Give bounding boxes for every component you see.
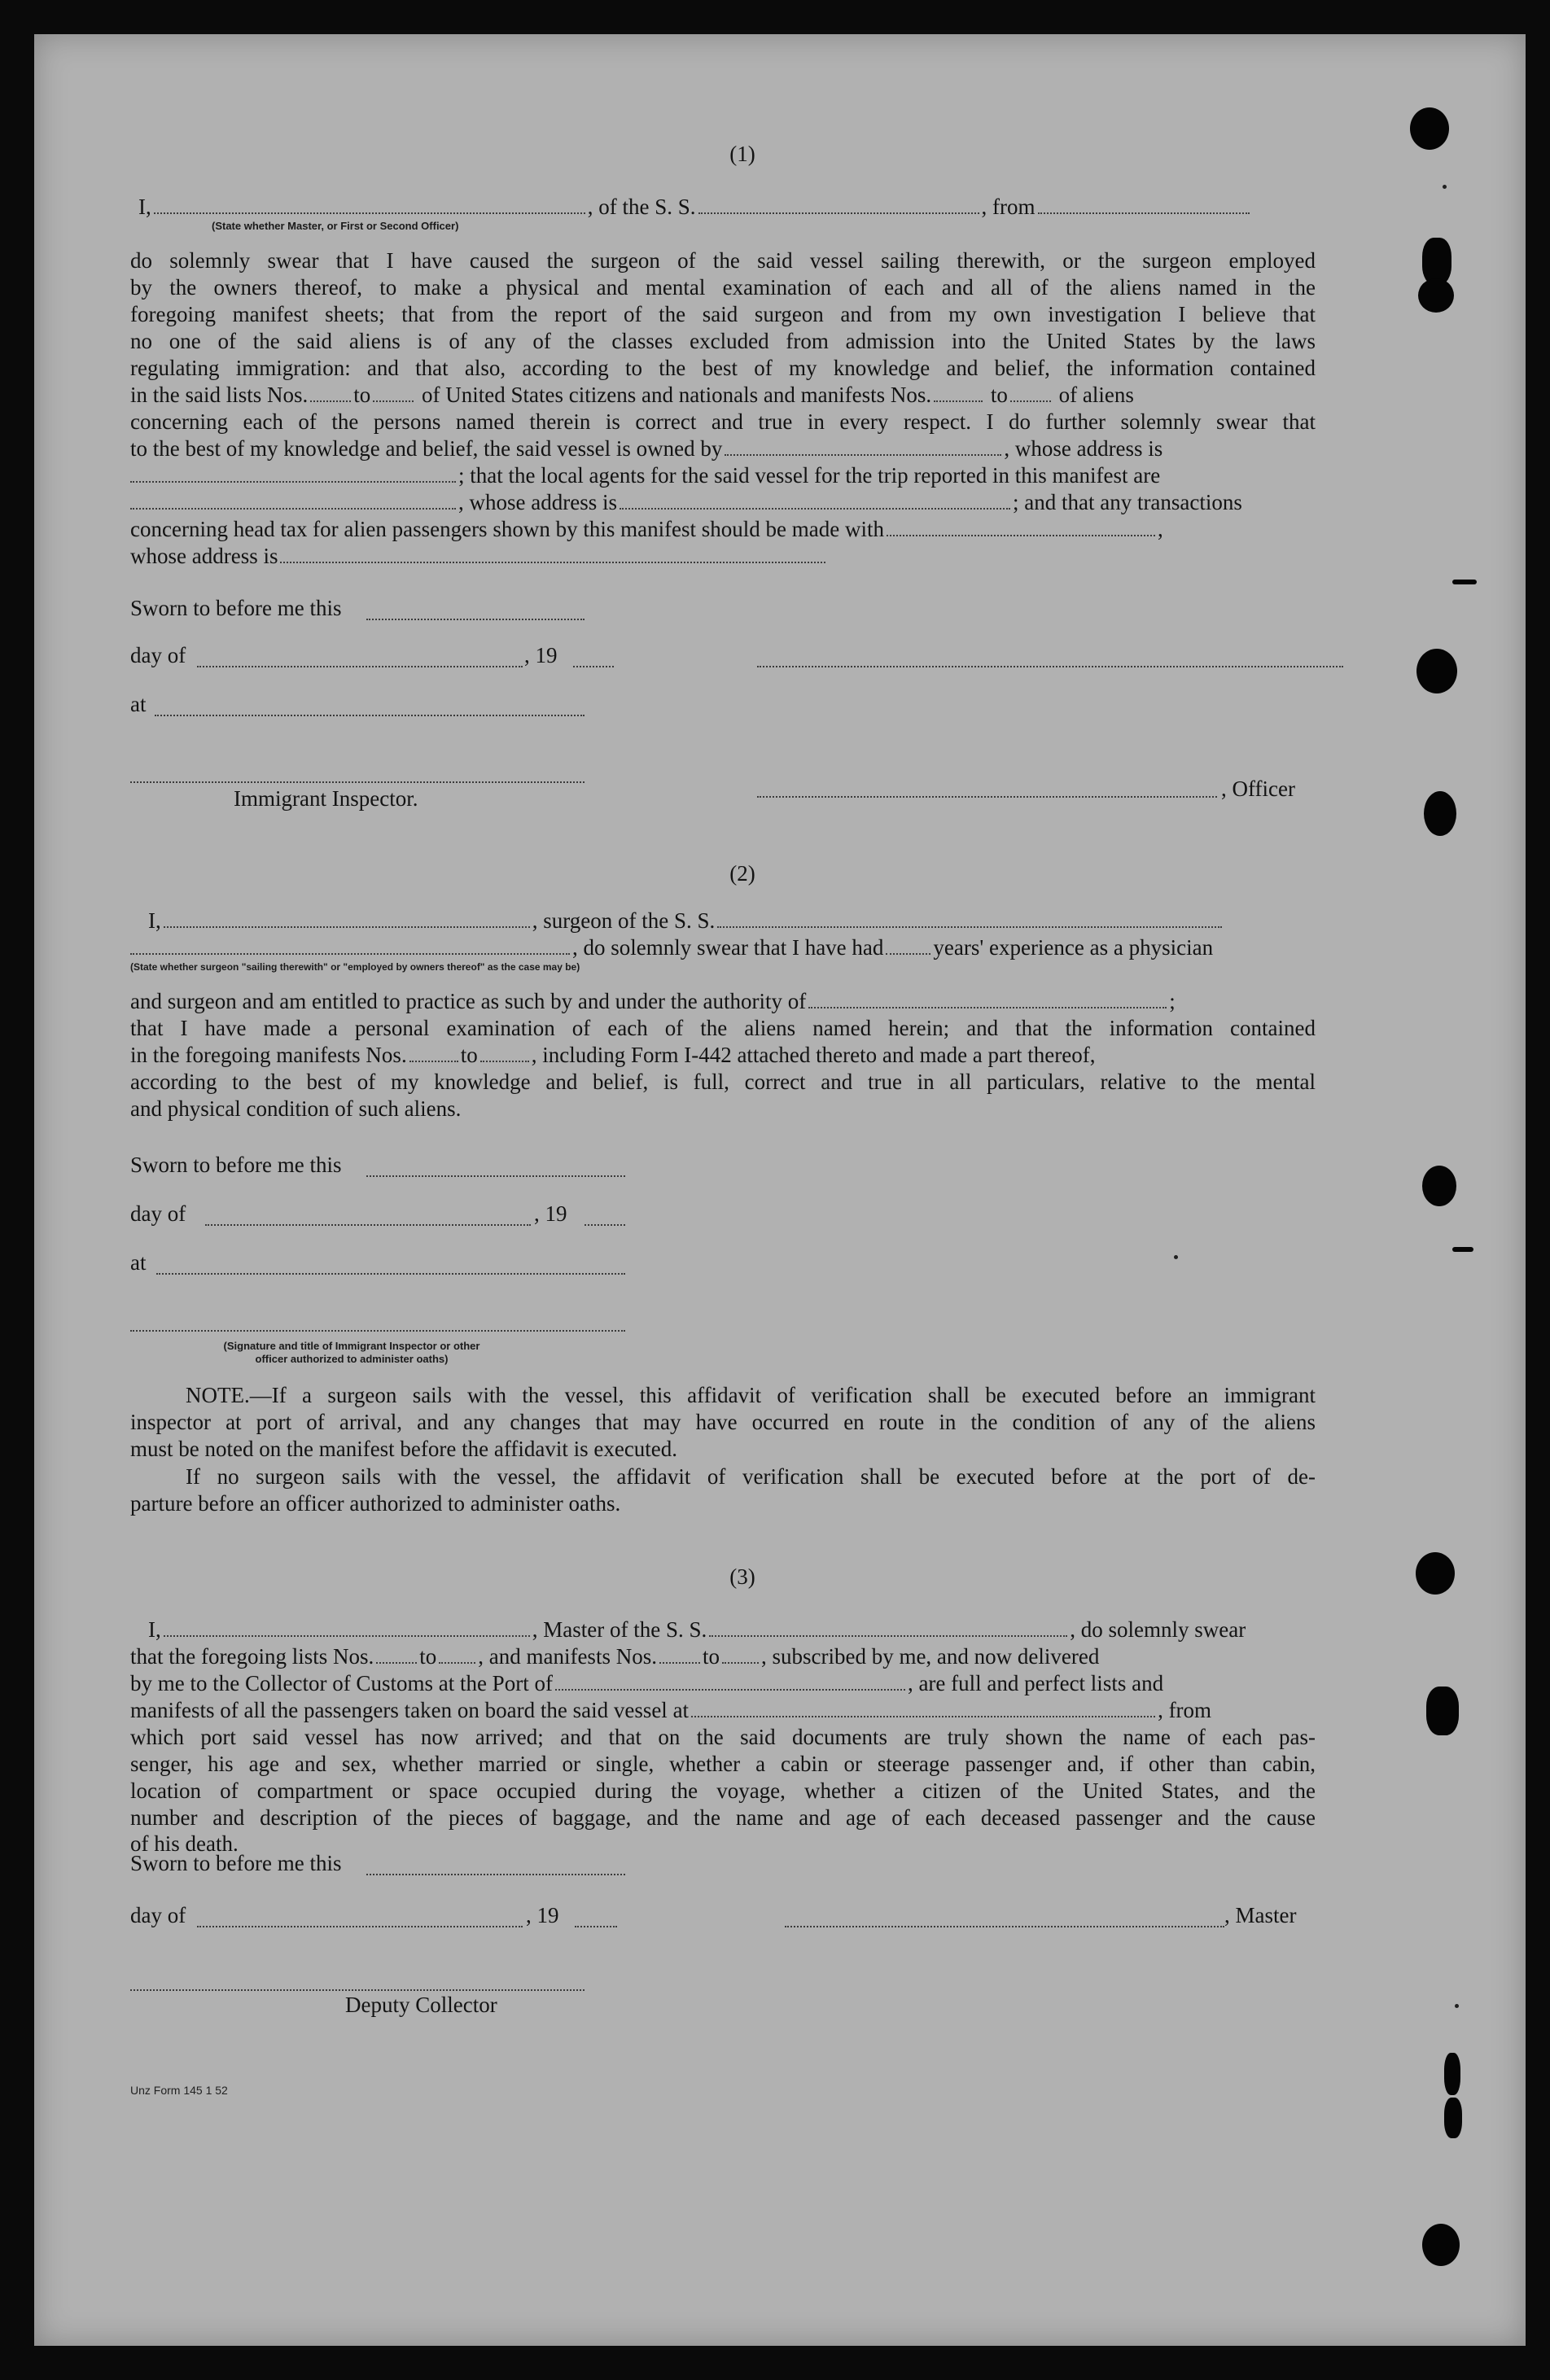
punch-hole	[1424, 791, 1456, 836]
punch-hole	[1444, 2053, 1460, 2095]
edge-mark	[1452, 580, 1477, 584]
day-of-label: day of	[130, 1201, 186, 1226]
years-experience-field[interactable]	[886, 937, 930, 955]
surgeon-status-caption: (State whether surgeon "sailing therewith" or "employed by owners thereof" as the case may be)	[130, 961, 580, 973]
section-2-number: (2)	[729, 861, 755, 886]
year-field[interactable]	[573, 664, 614, 667]
section-1-number: (1)	[729, 142, 755, 166]
section-3-number: (3)	[729, 1564, 755, 1589]
section-2-body-line: that I have made a personal examination of each of the aliens named herein; and that the information contained	[130, 1016, 1316, 1040]
inspector-signature-field[interactable]	[130, 1328, 625, 1332]
day-of-label: day of	[130, 1903, 186, 1927]
note-line: NOTE.—If a surgeon sails with the vessel, this affidavit of verification shall be executed before an immigrant	[186, 1383, 1316, 1407]
year-label: , 19	[524, 643, 558, 667]
section-3-body-line: which port said vessel has now arrived; and that on the said documents are truly shown the name of each pas-	[130, 1725, 1316, 1749]
section-2-authority-line: and surgeon and am entitled to practice as such by and under the authority of ;	[130, 989, 1176, 1013]
section-3-port-line: by me to the Collector of Customs at the Port of , are full and perfect lists and	[130, 1671, 1164, 1695]
punch-hole	[1422, 2224, 1460, 2266]
section-3-body-line: number and description of the pieces of baggage, and the name and age of each deceased passenger and the cause	[130, 1805, 1316, 1830]
punch-hole	[1416, 649, 1457, 693]
form-page	[34, 34, 1526, 2346]
sworn-date-field[interactable]	[366, 617, 585, 620]
section-1-body-line: regulating immigration: and that also, according to the best of my knowledge and belief, the information contained	[130, 356, 1316, 380]
section-1-owner-line: to the best of my knowledge and belief, the said vessel is owned by , whose address is	[130, 436, 1163, 461]
signature-caption: officer authorized to administer oaths)	[255, 1353, 449, 1365]
surgeon-vessel-field[interactable]	[717, 910, 1222, 928]
deputy-collector-label: Deputy Collector	[345, 1993, 497, 2017]
master-name-field[interactable]	[164, 1619, 530, 1637]
owner-field[interactable]	[725, 438, 1001, 456]
agents-field[interactable]	[130, 492, 456, 510]
surgeon-manifests-from-field[interactable]	[409, 1044, 458, 1062]
master-manifests-from-field[interactable]	[659, 1646, 700, 1664]
section-3-body-line: location of compartment or space occupied during the voyage, whether a citizen of the United States, and the	[130, 1778, 1316, 1803]
headtax-contact-field[interactable]	[887, 518, 1155, 536]
at-field[interactable]	[155, 713, 585, 716]
year-label: , 19	[534, 1201, 567, 1226]
section-1-body-line: foregoing manifest sheets; that from the report of the said surgeon and from my own investigation I believe that	[130, 302, 1316, 326]
master-manifests-to-field[interactable]	[722, 1646, 759, 1664]
note-line: parture before an officer authorized to administer oaths.	[130, 1491, 621, 1516]
master-signature-field[interactable]	[785, 1924, 1224, 1927]
punch-hole	[1444, 2098, 1462, 2138]
section-3-boarding-line: manifests of all the passengers taken on board the said vessel at , from	[130, 1698, 1212, 1722]
officer-title-caption: (State whether Master, or First or Second Officer)	[212, 220, 459, 232]
surgeon-status-field[interactable]	[130, 937, 570, 955]
manifests-to-field[interactable]	[1010, 384, 1051, 402]
owner-address-field[interactable]	[130, 465, 456, 483]
note-line: must be noted on the manifest before the affidavit is executed.	[130, 1437, 678, 1461]
surgeon-name-field[interactable]	[164, 910, 530, 928]
section-3-body-line: senger, his age and sex, whether married or single, whether a cabin or steerage passenger and, if other than cabin,	[130, 1752, 1316, 1776]
officer-signature-field[interactable]	[757, 664, 1343, 667]
officer-label: , Officer	[1221, 777, 1295, 801]
section-1-headtax-line: concerning head tax for alien passengers shown by this manifest should be made with ,	[130, 517, 1163, 541]
at-label: at	[130, 692, 147, 716]
note-line: If no surgeon sails with the vessel, the affidavit of verification shall be executed before at the port of de-	[186, 1464, 1316, 1489]
agents-address-field[interactable]	[620, 492, 1010, 510]
edge-mark	[1452, 1247, 1473, 1252]
section-1-lists-line: in the said lists Nos. to of United States citizens and nationals and manifests Nos. to of aliens	[130, 383, 1134, 407]
master-vessel-field[interactable]	[709, 1619, 1067, 1637]
inspector-signature-field[interactable]	[130, 780, 585, 783]
punch-hole	[1410, 107, 1449, 150]
headtax-address-field[interactable]	[280, 545, 825, 563]
sworn-date-field[interactable]	[366, 1174, 625, 1177]
sworn-date-field[interactable]	[366, 1872, 625, 1875]
deputy-signature-field[interactable]	[130, 1988, 585, 1991]
immigrant-inspector-label: Immigrant Inspector.	[234, 786, 418, 811]
section-3-master-line: I, , Master of the S. S. , do solemnly swear	[148, 1617, 1246, 1642]
punch-hole	[1418, 278, 1454, 313]
lists-from-field[interactable]	[310, 384, 351, 402]
at-field[interactable]	[156, 1271, 625, 1275]
authority-field[interactable]	[808, 991, 1167, 1008]
master-lists-to-field[interactable]	[439, 1646, 475, 1664]
officer-title-field[interactable]	[154, 196, 585, 214]
section-1-body-line: do solemnly swear that I have caused the surgeon of the said vessel sailing therewith, or the surgeon employed	[130, 248, 1316, 273]
day-of-field[interactable]	[205, 1223, 531, 1226]
officer-name-field[interactable]	[757, 794, 1217, 798]
day-of-field[interactable]	[197, 664, 523, 667]
departure-port-field[interactable]	[1038, 196, 1250, 214]
surgeon-manifests-to-field[interactable]	[480, 1044, 529, 1062]
section-3-body-line: of his death.	[130, 1831, 239, 1856]
day-of-label: day of	[130, 643, 186, 667]
section-1-body-line: by the owners thereof, to make a physical and mental examination of each and all of the aliens named in the	[130, 275, 1316, 300]
master-label: , Master	[1224, 1903, 1297, 1927]
section-1-oath-line: I, , of the S. S. , from	[138, 194, 1316, 221]
speck	[1174, 1255, 1178, 1259]
sworn-label: Sworn to before me this	[130, 1851, 342, 1875]
section-2-experience-line: , do solemnly swear that I have had years' experience as a physician	[130, 934, 1316, 961]
section-2-manifests-line: in the foregoing manifests Nos. to , including Form I-442 attached thereto and made a part thereof,	[130, 1043, 1096, 1067]
speck	[1455, 2004, 1459, 2008]
master-lists-from-field[interactable]	[376, 1646, 417, 1664]
lists-to-field[interactable]	[373, 384, 414, 402]
form-number: Unz Form 145 1 52	[130, 2084, 228, 2097]
sworn-label: Sworn to before me this	[130, 596, 342, 620]
section-2-body-line: according to the best of my knowledge and belief, is full, correct and true in all particulars, relative to the mental	[130, 1070, 1316, 1094]
year-field[interactable]	[575, 1924, 617, 1927]
section-2-body-line: and physical condition of such aliens.	[130, 1096, 462, 1121]
port-field[interactable]	[555, 1673, 905, 1691]
year-field[interactable]	[585, 1223, 625, 1226]
year-label: , 19	[526, 1903, 559, 1927]
section-3-lists-line: that the foregoing lists Nos. to , and manifests Nos. to , subscribed by me, and now delivered	[130, 1644, 1100, 1669]
section-1-headtax-address-line: whose address is	[130, 543, 1316, 570]
section-2-surgeon-line: I, , surgeon of the S. S.	[148, 908, 1316, 934]
sworn-label: Sworn to before me this	[130, 1153, 342, 1177]
section-1-agents-address-line: , whose address is ; and that any transactions	[130, 489, 1316, 516]
section-1-body-line: concerning each of the persons named therein is correct and true in every respect. I do further solemnly swear that	[130, 409, 1316, 434]
signature-caption: (Signature and title of Immigrant Inspector or other	[223, 1340, 480, 1352]
punch-hole	[1426, 1687, 1459, 1735]
day-of-field[interactable]	[197, 1924, 523, 1927]
vessel-name-field[interactable]	[698, 196, 979, 214]
section-1-agents-line: ; that the local agents for the said vessel for the trip reported in this manifest are	[130, 462, 1316, 489]
speck	[1443, 185, 1447, 189]
punch-hole	[1422, 1166, 1456, 1206]
at-label: at	[130, 1250, 147, 1275]
section-1-body-line: no one of the said aliens is of any of the classes excluded from admission into the United States by the laws	[130, 329, 1316, 353]
punch-hole	[1416, 1552, 1455, 1595]
note-line: inspector at port of arrival, and any changes that may have occurred en route in the condition of any of the aliens	[130, 1410, 1316, 1434]
manifests-from-field[interactable]	[934, 384, 983, 402]
boarding-port-field[interactable]	[691, 1700, 1155, 1717]
